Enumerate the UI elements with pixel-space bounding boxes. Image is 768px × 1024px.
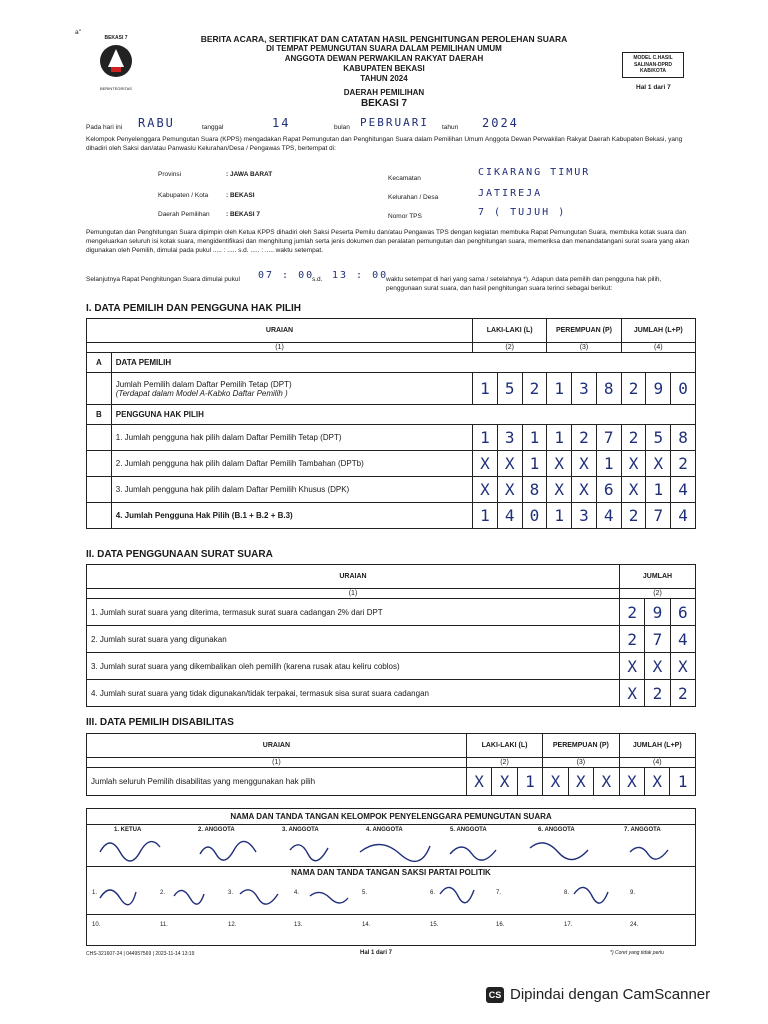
ss3-digit: X xyxy=(645,653,670,680)
footer-note: *) Coret yang tidak perlu xyxy=(610,950,664,956)
dpt-digit: 1 xyxy=(473,373,498,405)
kpps-role: 3. ANGGOTA xyxy=(282,827,319,833)
header-line7: BEKASI 7 xyxy=(360,98,408,109)
ss1-digit: 6 xyxy=(670,599,695,626)
kpps-role: 6. ANGGOTA xyxy=(538,827,575,833)
dis-digit: X xyxy=(466,768,491,796)
b1-digit: 3 xyxy=(497,425,522,451)
kecamatan-value: CIKARANG TIMUR xyxy=(478,167,591,178)
sd-label: s.d. xyxy=(312,276,323,283)
saksi-sig-3 xyxy=(240,890,278,904)
rapat-continued-paragraph: waktu setempat di hari yang sama / setelahnya *). Adapun data pemilih dan pengguna hak pilih, penggunaan surat suara, dan hasil penghitungan suara terinci sebagai berikut: xyxy=(386,276,662,292)
section1-title: I. DATA PEMILIH DAN PENGGUNA HAK PILIH xyxy=(86,303,301,314)
ss2-digit: 4 xyxy=(670,626,695,653)
dapil-value: : BEKASI 7 xyxy=(226,211,260,218)
disabilitas-label: Jumlah seluruh Pemilih disabilitas yang menggunakan hak pilih xyxy=(87,768,467,796)
dpt-digit: 2 xyxy=(522,373,547,405)
kpps-role: 4. ANGGOTA xyxy=(366,827,403,833)
b1-digit: 8 xyxy=(671,425,696,451)
saksi-num: 10. xyxy=(92,922,101,928)
b1-digit: 2 xyxy=(572,425,597,451)
b4-digit: 1 xyxy=(547,503,572,529)
kpps-role: 7. ANGGOTA xyxy=(624,827,661,833)
dis-digit: X xyxy=(619,768,644,796)
b4-digit: 0 xyxy=(522,503,547,529)
saksi-sig-6 xyxy=(440,887,474,902)
pada-hari-ini-label: Pada hari ini xyxy=(86,124,123,131)
saksi-num: 7. xyxy=(496,890,502,896)
tanggal-value: 14 xyxy=(272,116,291,130)
dis-digit: X xyxy=(594,768,619,796)
ss3-label: 3. Jumlah surat suara yang dikembalikan oleh pemilih (karena rusak atau keliru coblos) xyxy=(87,653,620,680)
dpt-digit: 0 xyxy=(671,373,696,405)
kelurahan-value: JATIREJA xyxy=(478,188,543,199)
saksi-num: 8. xyxy=(564,890,570,896)
model-line3: KAB/KOTA xyxy=(639,68,666,74)
jumlah2-header: JUMLAH xyxy=(620,565,696,589)
header-line5: TAHUN 2024 xyxy=(360,74,408,83)
sub3-4: (4) xyxy=(619,758,695,768)
intro-paragraph: Kelompok Penyelenggara Pemungutan Suara (KPPS) mengadakan Rapat Pemungutan dan Penghitungan Suara dalam Pemilihan Umum Anggota Dewan Perwakilan Rakyat Daerah Kabupaten Bekasi, yang dihadiri oleh Saksi dan/atau Panwaslu Kelurahan/Desa / Pengawas TPS, bertempat di: xyxy=(86,136,683,152)
kabupaten-label: Kabupaten / Kota xyxy=(158,192,209,199)
saksi-num: 13. xyxy=(294,922,303,928)
saksi-sig-8 xyxy=(574,887,608,903)
kpps-role: 2. ANGGOTA xyxy=(198,827,235,833)
b3-digit: X xyxy=(497,477,522,503)
b1-digit: 2 xyxy=(621,425,646,451)
tps-label: Nomor TPS xyxy=(388,213,422,220)
jumlah-header: JUMLAH (L+P) xyxy=(621,319,695,343)
ss4-digit: X xyxy=(620,680,645,707)
kpps-role: 5. ANGGOTA xyxy=(450,827,487,833)
footer-page: Hal 1 dari 7 xyxy=(360,950,393,956)
b3-digit: X xyxy=(572,477,597,503)
procedure-paragraph: Pemungutan dan Penghitungan Suara dipimpin oleh Ketua KPPS dihadiri oleh Saksi Peserta Pemilu dan/atau Pengawas TPS dengan kegiatan membuka Rapat Pemungutan Suara, membuka kotak suara dan mengeluarkan seluruh isi kotak suara, mengidentifikasi dan menghitung jumlah serta jenis dokumen dan peralatan pemungutan dan penghitungan suara, memeriksa dan menandatangani surat suara yang akan digunakan oleh Pemilih, dimulai pada pukul ..... : ..... s.d. ..... : ..... waktu setempat. xyxy=(86,229,690,254)
b2-digit: 2 xyxy=(671,451,696,477)
b2-digit: X xyxy=(473,451,498,477)
camscanner-watermark xyxy=(486,986,710,1003)
perempuan3-header: PEREMPUAN (P) xyxy=(543,734,619,758)
saksi-num: 24. xyxy=(630,922,639,928)
signature-3 xyxy=(290,845,328,861)
kpps-role: 1. KETUA xyxy=(114,827,142,833)
ss4-digit: 2 xyxy=(670,680,695,707)
header-line4: KABUPATEN BEKASI xyxy=(343,64,425,73)
provinsi-label: Provinsi xyxy=(158,171,182,178)
saksi-sig-1 xyxy=(100,890,136,905)
b2-digit: X xyxy=(646,451,671,477)
b4-digit: 4 xyxy=(497,503,522,529)
saksi-num: 2. xyxy=(160,890,166,896)
section2-table xyxy=(86,564,696,707)
model-box xyxy=(622,52,684,78)
b4-label: 4. Jumlah Pengguna Hak Pilih (B.1 + B.2 + B.3) xyxy=(111,503,472,529)
b2-digit: 1 xyxy=(596,451,621,477)
dis-digit: X xyxy=(645,768,670,796)
tahun-label: tahun xyxy=(442,124,459,131)
b1-label: 1. Jumlah pengguna hak pilih dalam Daftar Pemilih Tetap (DPT) xyxy=(111,425,472,451)
rapat-start-label: Selanjutnya Rapat Penghitungan Suara dimulai pukul xyxy=(86,276,240,283)
header-line2: DI TEMPAT PEMUNGUTAN SUARA DALAM PEMILIHAN UMUM xyxy=(266,44,502,53)
bulan-label: bulan xyxy=(334,124,350,131)
tanggal-label: tanggal xyxy=(202,124,224,131)
camscanner-text: Dipindai dengan CamScanner xyxy=(510,986,711,1003)
footer-code: CHS-321607-24 | 044957569 | 2023-11-14 13:19 xyxy=(86,951,195,957)
corner-mark: a'' xyxy=(75,29,82,36)
dpt-digit: 8 xyxy=(596,373,621,405)
model-line2: SALINAN-DPRD xyxy=(633,61,673,68)
saksi-signatures-scribbles xyxy=(90,876,690,912)
dpt-label: Jumlah Pemilih dalam Daftar Pemilih Tetap (DPT) xyxy=(115,379,292,389)
b3-label: 3. Jumlah pengguna hak pilih dalam Daftar Pemilih Khusus (DPK) xyxy=(111,477,472,503)
section1-table xyxy=(86,318,696,529)
subheader-1: (1) xyxy=(87,343,473,353)
saksi-num: 4. xyxy=(294,890,300,896)
b4-digit: 4 xyxy=(596,503,621,529)
saksi-num: 11. xyxy=(160,922,168,928)
b2-digit: X xyxy=(621,451,646,477)
saksi-num: 3. xyxy=(228,890,234,896)
b4-digit: 1 xyxy=(473,503,498,529)
section3-title: III. DATA PEMILIH DISABILITAS xyxy=(86,717,234,728)
ss2-digit: 7 xyxy=(645,626,670,653)
section-a-title: DATA PEMILIH xyxy=(111,353,695,373)
time-start-value: 07 : 00 xyxy=(258,270,315,281)
b3-digit: 6 xyxy=(596,477,621,503)
kabupaten-value: : BEKASI xyxy=(226,192,255,199)
signature-5 xyxy=(450,847,496,860)
signature-7 xyxy=(630,847,668,859)
divider xyxy=(86,914,696,915)
saksi-num: 5. xyxy=(362,890,368,896)
subheader-4: (4) xyxy=(621,343,695,353)
ss4-label: 4. Jumlah surat suara yang tidak digunakan/tidak terpakai, termasuk sisa surat suara cadangan xyxy=(87,680,620,707)
ss2-label: 2. Jumlah surat suara yang digunakan xyxy=(87,626,620,653)
dpt-digit: 9 xyxy=(646,373,671,405)
dis-digit: 1 xyxy=(517,768,542,796)
b3-digit: 4 xyxy=(671,477,696,503)
ss2-digit: 2 xyxy=(620,626,645,653)
b2-digit: X xyxy=(547,451,572,477)
dpt-digit: 1 xyxy=(547,373,572,405)
b4-digit: 4 xyxy=(671,503,696,529)
dapil-label: Daerah Pemilihan xyxy=(158,211,210,218)
b4-digit: 3 xyxy=(572,503,597,529)
b3-digit: X xyxy=(621,477,646,503)
uraian3-header: URAIAN xyxy=(87,734,467,758)
section3-table xyxy=(86,733,696,796)
model-line1: MODEL C.HASIL xyxy=(633,55,673,61)
provinsi-value: : JAWA BARAT xyxy=(226,171,273,178)
b4-digit: 2 xyxy=(621,503,646,529)
divider xyxy=(86,866,696,867)
dpt-sublabel: (Terdapat dalam Model A-Kabko Daftar Pemilih ) xyxy=(115,388,288,398)
saksi-num: 14. xyxy=(362,922,371,928)
ss1-label: 1. Jumlah surat suara yang diterima, termasuk surat suara cadangan 2% dari DPT xyxy=(87,599,620,626)
uraian2-header: URAIAN xyxy=(87,565,620,589)
dis-digit: X xyxy=(492,768,517,796)
subheader-3: (3) xyxy=(547,343,621,353)
saksi-num: 12. xyxy=(228,922,237,928)
saksi-sig-2 xyxy=(174,890,204,904)
jumlah3-header: JUMLAH (L+P) xyxy=(619,734,695,758)
tps-value: 7 ( TUJUH ) xyxy=(478,207,567,218)
page-label: Hal 1 dari 7 xyxy=(636,84,671,91)
time-end-value: 13 : 00 xyxy=(332,270,389,281)
saksi-sig-4 xyxy=(310,892,348,903)
kelurahan-label: Kelurahan / Desa xyxy=(388,194,439,201)
hari-value: RABU xyxy=(138,116,175,130)
dis-digit: X xyxy=(568,768,593,796)
section-a-label: A xyxy=(87,353,112,373)
ss1-digit: 2 xyxy=(620,599,645,626)
b1-digit: 1 xyxy=(473,425,498,451)
laki-header: LAKI-LAKI (L) xyxy=(473,319,547,343)
dis-digit: X xyxy=(543,768,568,796)
b2-digit: 1 xyxy=(522,451,547,477)
saksi-num: 1. xyxy=(92,890,98,896)
bulan-value: PEBRUARI xyxy=(360,116,429,129)
section-b-label: B xyxy=(87,405,112,425)
b1-digit: 1 xyxy=(522,425,547,451)
dpt-digit: 2 xyxy=(621,373,646,405)
perempuan-header: PEREMPUAN (P) xyxy=(547,319,621,343)
camscanner-logo-icon: CS xyxy=(486,987,504,1003)
b3-digit: X xyxy=(473,477,498,503)
saksi-num: 17. xyxy=(564,922,573,928)
section-b-title: PENGGUNA HAK PILIH xyxy=(111,405,695,425)
logo-bottom-text: BERINTEGRITAS xyxy=(100,86,132,91)
subheader-2: (2) xyxy=(473,343,547,353)
signature-4 xyxy=(360,844,430,861)
header-line6: DAERAH PEMILIHAN xyxy=(343,88,425,97)
saksi-num: 6. xyxy=(430,890,436,896)
divider xyxy=(86,824,696,825)
b3-digit: 8 xyxy=(522,477,547,503)
sub2-1: (1) xyxy=(87,589,620,599)
header-line3: ANGGOTA DEWAN PERWAKILAN RAKYAT DAERAH xyxy=(284,54,484,63)
dpt-digit: 5 xyxy=(497,373,522,405)
ss4-digit: 2 xyxy=(645,680,670,707)
saksi-num: 15. xyxy=(430,922,439,928)
tahun-value: 2024 xyxy=(482,116,519,130)
logo-top-text: BEKASI 7 xyxy=(104,35,128,41)
saksi-num: 9. xyxy=(630,890,636,896)
header-line1: BERITA ACARA, SERTIFIKAT DAN CATATAN HASIL PENGHITUNGAN PEROLEHAN SUARA xyxy=(200,34,568,44)
b1-digit: 7 xyxy=(596,425,621,451)
sub3-1: (1) xyxy=(87,758,467,768)
b1-digit: 5 xyxy=(646,425,671,451)
b3-digit: 1 xyxy=(646,477,671,503)
signature-2 xyxy=(200,841,256,860)
b2-digit: X xyxy=(572,451,597,477)
ss1-digit: 9 xyxy=(645,599,670,626)
b1-digit: 1 xyxy=(547,425,572,451)
uraian-header: URAIAN xyxy=(87,319,473,343)
section2-title: II. DATA PENGGUNAAN SURAT SUARA xyxy=(86,549,273,560)
ss3-digit: X xyxy=(670,653,695,680)
ss3-digit: X xyxy=(620,653,645,680)
kpps-signature-title: NAMA DAN TANDA TANGAN KELOMPOK PENYELENGGARA PEMUNGUTAN SUARA xyxy=(230,812,552,821)
b4-digit: 7 xyxy=(646,503,671,529)
sub3-3: (3) xyxy=(543,758,619,768)
b3-digit: X xyxy=(547,477,572,503)
signature-1 xyxy=(100,842,160,861)
dis-digit: 1 xyxy=(670,768,696,796)
kpps-signatures-scribbles xyxy=(90,832,690,866)
kecamatan-label: Kecamatan xyxy=(388,175,421,182)
sub2-2: (2) xyxy=(620,589,696,599)
signature-6 xyxy=(530,843,588,860)
b2-digit: X xyxy=(497,451,522,477)
saksi-signature-title: NAMA DAN TANDA TANGAN SAKSI PARTAI POLITIK xyxy=(291,868,491,877)
laki3-header: LAKI-LAKI (L) xyxy=(466,734,542,758)
dpt-digit: 3 xyxy=(572,373,597,405)
saksi-num: 16. xyxy=(496,922,505,928)
b2-label: 2. Jumlah pengguna hak pilih dalam Daftar Pemilih Tambahan (DPTb) xyxy=(111,451,472,477)
sub3-2: (2) xyxy=(466,758,542,768)
